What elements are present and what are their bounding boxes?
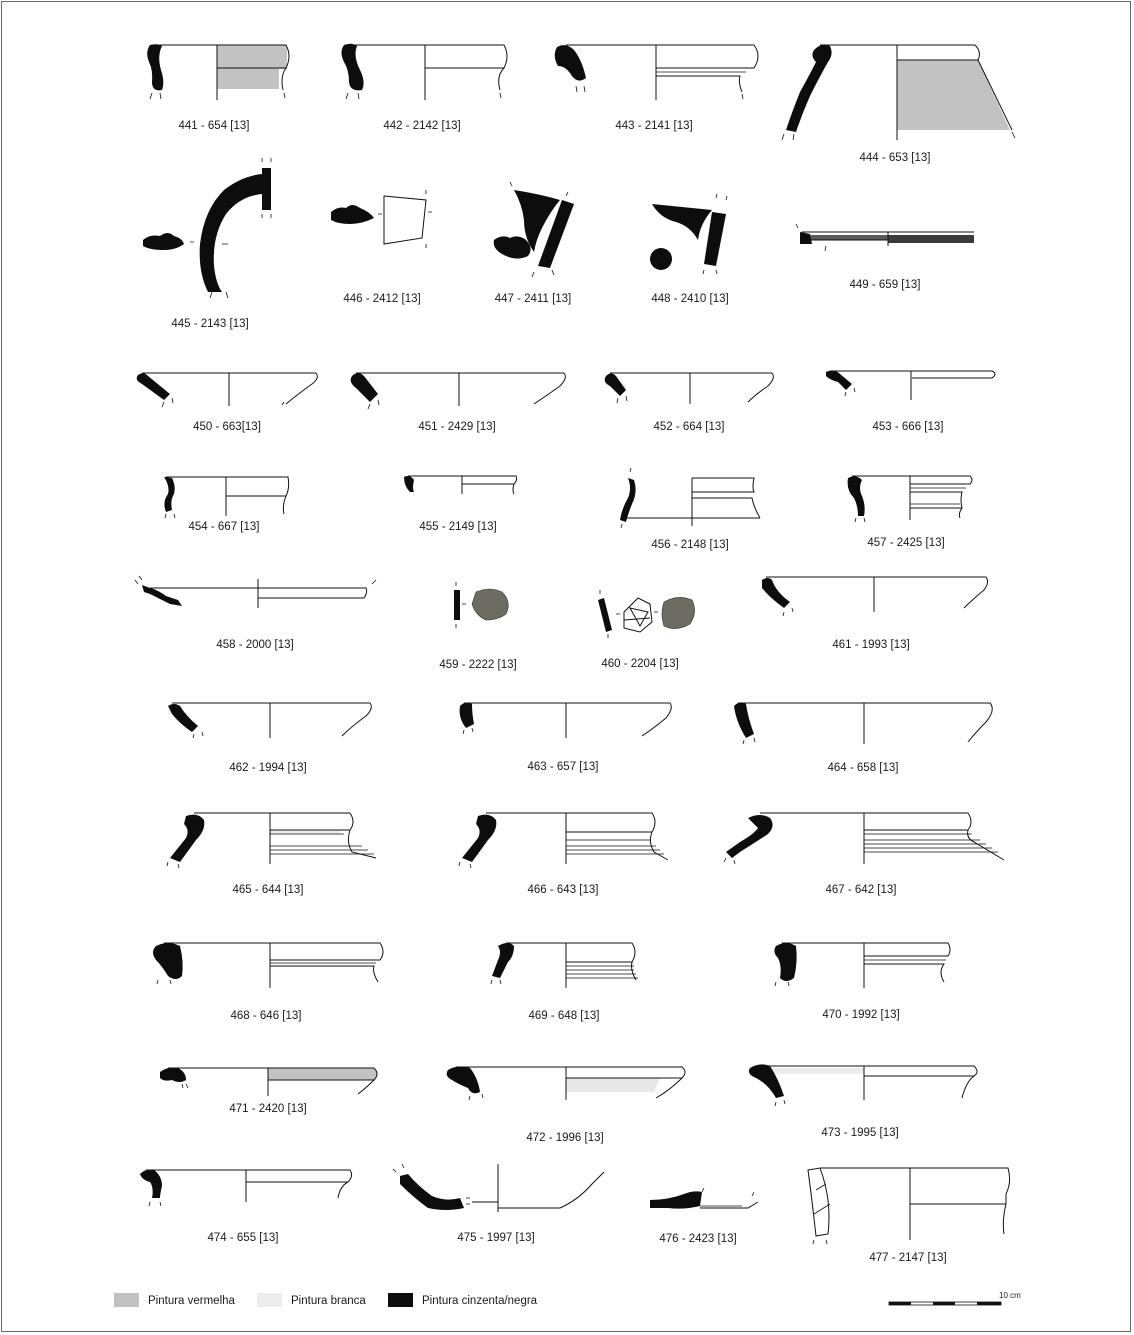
figure-457: [848, 476, 972, 549]
figure-446: [331, 190, 432, 305]
figure-label: 470 - 1992 [13]: [822, 1009, 900, 1021]
figure-459: [439, 582, 516, 671]
scale-bar: [889, 1291, 1021, 1305]
figure-473: [749, 1064, 977, 1139]
figure-453: [826, 370, 995, 433]
figure-label: 442 - 2142 [13]: [383, 120, 461, 132]
figure-466: [459, 813, 668, 896]
figure-468: [153, 943, 383, 1022]
figure-label: 448 - 2410 [13]: [651, 293, 729, 305]
figure-452: [605, 373, 774, 433]
figure-label: 459 - 2222 [13]: [439, 659, 517, 671]
figure-label: 455 - 2149 [13]: [419, 521, 497, 533]
figure-450: [137, 373, 318, 433]
figure-465: [167, 813, 376, 896]
figure-label: 454 - 667 [13]: [188, 521, 260, 533]
figure-label: 461 - 1993 [13]: [832, 639, 910, 651]
legend-label-red: Pintura vermelha: [148, 1295, 235, 1307]
figure-463: [460, 702, 672, 773]
figure-label: 449 - 659 [13]: [849, 279, 921, 291]
figure-label: 457 - 2425 [13]: [867, 537, 945, 549]
figure-451: [351, 373, 566, 433]
figure-label: 468 - 646 [13]: [230, 1010, 302, 1022]
figure-label: 464 - 658 [13]: [827, 762, 899, 774]
figure-label: 453 - 666 [13]: [872, 421, 944, 433]
figure-455: [404, 476, 517, 533]
figure-label: 476 - 2423 [13]: [659, 1233, 737, 1245]
legend-label-white: Pintura branca: [291, 1295, 366, 1307]
figure-458: [135, 576, 376, 651]
figure-476: [650, 1188, 758, 1245]
figure-label: 477 - 2147 [13]: [869, 1252, 947, 1264]
figure-448: [650, 194, 729, 305]
figure-label: 471 - 2420 [13]: [229, 1103, 307, 1115]
figure-469: [491, 943, 638, 1022]
figure-label: 465 - 644 [13]: [232, 884, 304, 896]
figure-label: 460 - 2204 [13]: [601, 658, 679, 670]
figure-label: 445 - 2143 [13]: [171, 318, 249, 330]
figure-label: 463 - 657 [13]: [527, 761, 599, 773]
figure-label: 450 - 663[13]: [193, 421, 261, 433]
figure-label: 462 - 1994 [13]: [229, 762, 307, 774]
figure-label: 456 - 2148 [13]: [651, 539, 729, 551]
scale-label: 10 cm: [999, 1291, 1021, 1300]
figure-label: 474 - 655 [13]: [207, 1232, 279, 1244]
figure-460: [598, 590, 695, 670]
figure-label: 472 - 1996 [13]: [526, 1132, 604, 1144]
figure-475: [393, 1164, 604, 1244]
figure-477: [808, 1168, 1010, 1264]
figure-label: 458 - 2000 [13]: [216, 639, 294, 651]
figure-470: [774, 943, 950, 1021]
figure-443: [555, 45, 758, 132]
figure-462: [168, 703, 371, 774]
figure-label: 467 - 642 [13]: [825, 884, 897, 896]
figure-461: [762, 577, 988, 651]
figure-label: 444 - 653 [13]: [859, 152, 931, 164]
figure-472: [447, 1066, 685, 1144]
figure-471: [160, 1068, 377, 1116]
figure-label: 447 - 2411 [13]: [494, 293, 572, 305]
figure-467: [724, 813, 1004, 896]
legend-swatch-red: [114, 1293, 139, 1307]
figure-label: 443 - 2141 [13]: [615, 120, 693, 132]
legend-swatch-white: [257, 1293, 282, 1307]
figure-447: [494, 182, 574, 305]
figure-label: 466 - 643 [13]: [527, 884, 599, 896]
figure-442: [342, 44, 508, 132]
figure-474: [140, 1170, 352, 1245]
figure-label: 473 - 1995 [13]: [821, 1127, 899, 1139]
figure-464: [734, 702, 992, 774]
figure-444: [782, 45, 1015, 164]
legend-label-black: Pintura cinzenta/negra: [422, 1295, 538, 1307]
figure-445: [143, 158, 271, 330]
figure-441: [147, 44, 289, 132]
figure-456: [620, 468, 760, 551]
figure-label: 451 - 2429 [13]: [418, 421, 496, 433]
figure-label: 469 - 648 [13]: [528, 1010, 600, 1022]
legend-swatch-black: [388, 1293, 413, 1307]
figure-label: 475 - 1997 [13]: [457, 1232, 535, 1244]
legend: [114, 1293, 538, 1307]
figure-label: 446 - 2412 [13]: [343, 293, 421, 305]
figure-label: 452 - 664 [13]: [653, 421, 725, 433]
figure-label: 441 - 654 [13]: [178, 120, 250, 132]
figure-454: [164, 477, 289, 533]
figure-449: [796, 224, 974, 291]
